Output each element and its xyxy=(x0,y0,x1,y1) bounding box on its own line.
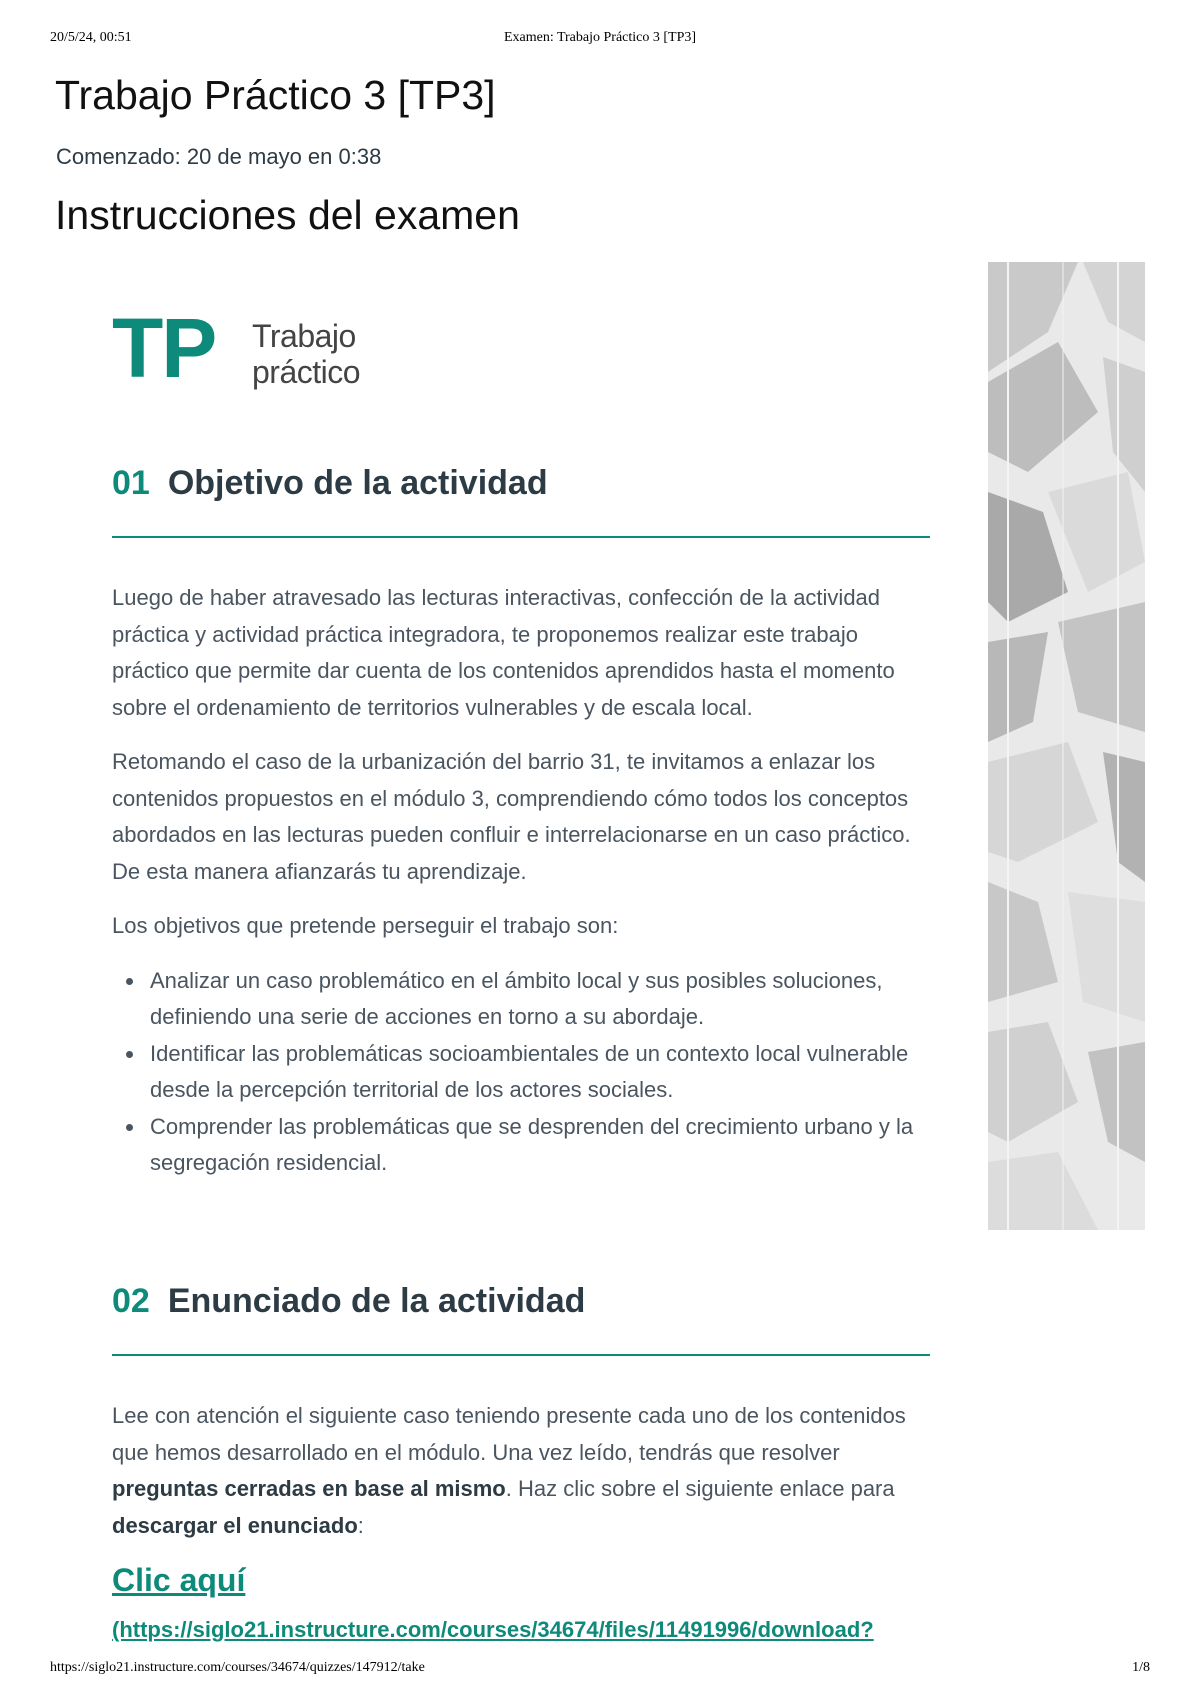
bold-text: descargar el enunciado xyxy=(112,1512,358,1538)
section-body-enunciado xyxy=(112,1398,932,1544)
print-url: https://siglo21.instructure.com/courses/34674/quizzes/147912/take xyxy=(50,1660,425,1675)
architecture-illustration xyxy=(988,262,1145,1230)
section-divider xyxy=(112,536,930,538)
section-heading-enunciado xyxy=(112,1282,585,1321)
section-body-objetivo xyxy=(112,580,932,1182)
text-run: . Haz clic sobre el siguiente enlace para xyxy=(505,1476,895,1501)
paragraph: Los objetivos que pretende perseguir el trabajo son: xyxy=(112,913,619,938)
download-link[interactable]: Clic aquí xyxy=(112,1562,246,1598)
section-title: Enunciado de la actividad xyxy=(167,1282,586,1320)
list-item: Analizar un caso problemático en el ámbito local y sus posibles soluciones, definiendo una serie de acciones en torno a su abordaje. xyxy=(112,963,932,1036)
logo-word-1: Trabajo xyxy=(252,318,356,354)
list-item: Identificar las problemáticas socioambientales de un contexto local vulnerable desde la percepción territorial de los actores sociales. xyxy=(112,1036,932,1109)
started-timestamp: Comenzado: 20 de mayo en 0:38 xyxy=(56,144,382,169)
download-url-link[interactable]: (https://siglo21.instructure.com/courses/34674/files/11491996/download? xyxy=(112,1617,874,1642)
instructions-heading: Instrucciones del examen xyxy=(55,192,520,238)
paragraph: Retomando el caso de la urbanización del barrio 31, te invitamos a enlazar los contenidos propuestos en el módulo 3, comprendiendo cómo todos los conceptos abordados en las lecturas pueden confluir e interrelacionarse en un caso práctico. De esta manera afianzarás tu aprendizaje. xyxy=(112,749,911,884)
decorative-architecture-image xyxy=(988,262,1145,1230)
text-run: Lee con atención el siguiente caso teniendo presente cada uno de los contenidos que hemos desarrollado en el módulo. Una vez leído, tendrás que resolver xyxy=(112,1403,906,1465)
section-heading-objetivo xyxy=(112,464,548,503)
text-run: : xyxy=(357,1512,364,1538)
print-date: 20/5/24, 00:51 xyxy=(50,30,132,45)
print-page-title: Examen: Trabajo Práctico 3 [TP3] xyxy=(503,30,697,45)
print-page-number: 1/8 xyxy=(1132,1660,1150,1675)
section-number: 02 xyxy=(112,1282,150,1320)
logo-word-2: práctico xyxy=(252,354,361,390)
page-title: Trabajo Práctico 3 [TP3] xyxy=(55,72,496,118)
bold-text: preguntas cerradas en base al mismo xyxy=(112,1476,506,1501)
list-item: Comprender las problemáticas que se desprenden del crecimiento urbano y la segregación residencial. xyxy=(112,1109,932,1182)
objectives-list xyxy=(112,963,932,1182)
section-divider xyxy=(112,1354,930,1356)
section-title: Objetivo de la actividad xyxy=(167,464,548,502)
logo-mark: TP xyxy=(112,301,216,395)
paragraph xyxy=(112,1398,932,1544)
paragraph: Luego de haber atravesado las lecturas interactivas, confección de la actividad práctica y actividad práctica integradora, te proponemos realizar este trabajo práctico que permite dar cuenta de los contenidos aprendidos hasta el momento sobre el ordenamiento de territorios vulnerables y de escala local. xyxy=(112,585,895,720)
section-number: 01 xyxy=(112,464,150,502)
